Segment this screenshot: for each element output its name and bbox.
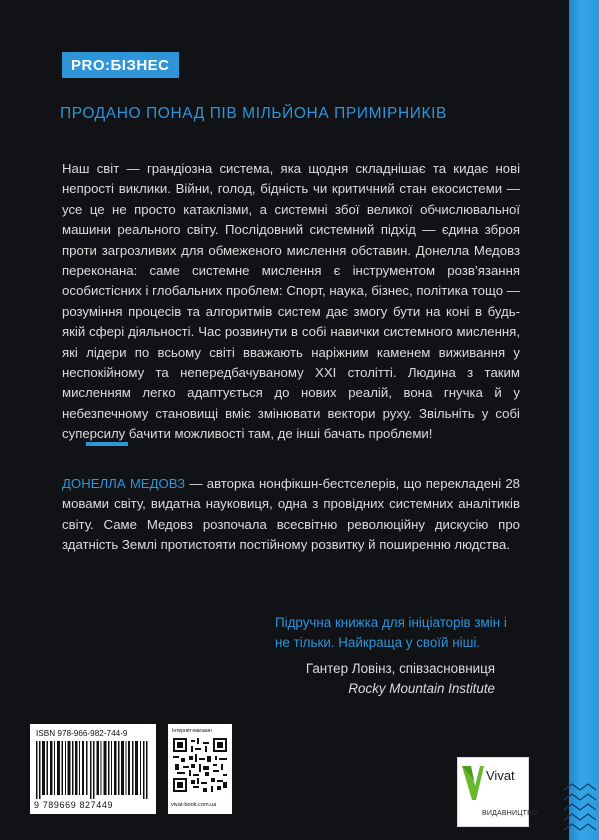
author-name: ДОНЕЛЛА МЕДОВЗ xyxy=(62,476,186,491)
author-bio xyxy=(62,474,520,556)
qr-title: Інтернет-магазин xyxy=(172,728,212,734)
quote-attribution xyxy=(195,659,495,699)
qr-code-block xyxy=(168,724,232,814)
headline: ПРОДАНО ПОНАД ПІВ МІЛЬЙОНА ПРИМІРНИКІВ xyxy=(60,105,447,122)
divider xyxy=(86,442,128,446)
publisher-subtitle: ВИДАВНИЦТВО xyxy=(482,810,538,817)
barcode xyxy=(30,724,156,814)
spine-edge xyxy=(569,0,599,840)
quote-organization: Rocky Mountain Institute xyxy=(348,681,495,696)
publisher-logo xyxy=(457,757,538,827)
vivat-logo-icon xyxy=(462,762,484,804)
book-description: Наш світ — грандіозна система, яка щодня складнішає та кидає нові непрості виклики. Війни, голод, бідність чи критичний стан екосистеми — усе це не просто катаклізми, а системні збої великої обчислювальної машини реального світу. Послідовний системний підхід — єдина зброя проти загрозливих для обмеженого мислення обставин. Донелла Медовз переконана: саме системне мислення є інструментом розв’язання особистісних і глобальних проблем: Спорт, наука, бізнес, політика тощо — розуміння процесів та алгоритмів систем дає змогу бути на коні в будь-якій сфері діяльності. Час розвинути в собі навички системного мислення, які лідери по всьому світі вважають наріжним каменем виживання у неспокійному та непередбачуваному XXI столітті. Людина з таким мисленням легко адаптується до нових реалій, вона гнучка й у небезпечному становищі вміє змінювати вектори руху. Звільніть у собі суперсилу бачити можливості там, де інші бачать проблеми! xyxy=(62,161,520,442)
review-quote: Підручна книжка для ініціаторів змін і не тільки. Найкраща у своїй ніші. xyxy=(275,615,507,650)
author-bio-text: — авторка нонфікшн-бестселерів, що перекладені 28 мовами світу, видатна науковиця, одна з провідних системних аналітиків світу. Саме Медовз розпочала всесвітню революційну дискусію про здатність Землі протистояти постійному розвитку й поширенню людства. xyxy=(62,476,520,553)
series-badge: PRO:БІЗНЕС xyxy=(62,52,179,78)
qr-url: vivat-book.com.ua xyxy=(171,802,217,808)
publisher-name: Vivat xyxy=(486,768,515,783)
barcode-bars-icon xyxy=(36,741,150,799)
quote-author: Гантер Ловінз, співзасновниця xyxy=(305,661,495,676)
barcode-digits: 9 789669 827449 xyxy=(34,800,114,810)
spine-pattern-icon xyxy=(559,770,599,840)
isbn-number: ISBN 978-966-982-744-9 xyxy=(36,729,128,738)
qr-code-icon xyxy=(173,738,227,792)
